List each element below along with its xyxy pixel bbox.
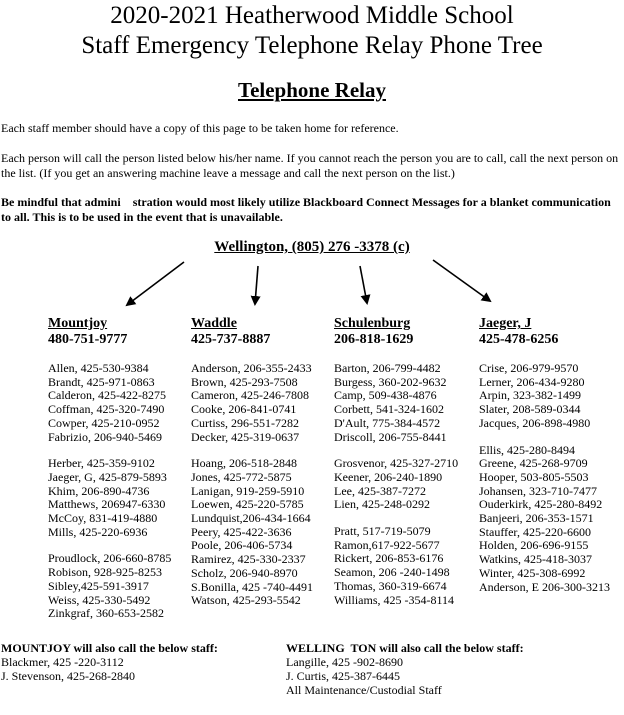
list-item: Cooke, 206-841-0741	[191, 402, 297, 417]
list-item: Calderon, 425-422-8275	[48, 388, 166, 403]
list-item: Scholz, 206-940-8970	[191, 565, 298, 580]
contact-group	[334, 362, 458, 444]
contact-group	[191, 362, 313, 444]
list-item: Barton, 206-799-4482	[334, 361, 441, 375]
list-item: Lerner, 206-434-9280	[479, 374, 585, 389]
section-heading-text: Telephone Relay	[238, 78, 386, 102]
column-schulenburg	[334, 316, 458, 620]
footer-wellington	[286, 641, 524, 697]
list-item: Allen, 425-530-9384	[48, 361, 149, 375]
page-title-line1: 2020-2021 Heatherwood Middle School	[110, 2, 514, 29]
list-item: Ramirez, 425-330-2337	[191, 552, 306, 567]
arrow-to-schulenburg	[360, 266, 367, 303]
intro-paragraph-3: Be mindful that admini stration would most likely utilize Blackboard Connect Messages for a blanket communication to all. This is to be used in the event that is unavailable.	[1, 195, 614, 224]
list-item: Crise, 206-979-9570	[479, 361, 579, 375]
list-item: Johansen, 323-710-7477	[479, 483, 597, 498]
list-item: Anderson, 206-355-2433	[191, 361, 312, 375]
list-item: Watson, 425-293-5542	[191, 593, 301, 608]
list-item: Holden, 206-696-9155	[479, 538, 589, 553]
intro-paragraph-2: Each person will call the person listed below his/her name. If you cannot reach the person you are to call, call the next person on the list. (If you get an answering machine leave a message and call the next person on the list.)	[1, 151, 619, 180]
footer-heading: WELLING TON will also call the below staff:	[286, 641, 524, 655]
column-phone: 425-478-6256	[479, 332, 559, 347]
list-item: Herber, 425-359-9102	[48, 456, 155, 471]
contact-group	[479, 444, 610, 595]
column-name: Jaeger, J	[479, 316, 532, 331]
list-item: Langille, 425 -902-8690	[286, 655, 403, 669]
list-item: Poole, 206-406-5734	[191, 538, 293, 553]
list-item: Ellis, 425-280-8494	[479, 442, 575, 457]
list-item: Proudlock, 206-660-8785	[48, 551, 172, 566]
top-caller-text: Wellington, (805) 276 -3378 (c)	[214, 239, 410, 255]
column-jaeger	[479, 316, 610, 607]
list-item: Lundquist,206-434-1664	[191, 511, 311, 526]
list-item: Seamon, 206 -240-1498	[334, 565, 450, 580]
column-name: Waddle	[191, 316, 237, 331]
arrow-to-waddle	[255, 266, 258, 304]
list-item: Hoang, 206-518-2848	[191, 456, 297, 471]
list-item: Watkins, 425-418-3037	[479, 552, 593, 567]
intro-paragraph-1: Each staff member should have a copy of this page to be taken home for reference.	[1, 121, 399, 135]
contact-group	[479, 362, 610, 431]
column-phone: 425-737-8887	[191, 332, 271, 347]
list-item: Peery, 425-422-3636	[191, 524, 292, 539]
column-mountjoy	[48, 316, 171, 634]
column-name: Mountjoy	[48, 316, 108, 331]
list-item: Curtiss, 296-551-7282	[191, 415, 299, 430]
column-name: Schulenburg	[334, 316, 411, 331]
list-item: Coffman, 425-320-7490	[48, 402, 165, 417]
list-item: Thomas, 360-319-6674	[334, 578, 447, 593]
column-phone: 206-818-1629	[334, 332, 414, 347]
list-item: J. Stevenson, 425-268-2840	[1, 669, 135, 683]
arrow-to-mountjoy	[127, 262, 184, 305]
list-item: Anderson, E 206-300-3213	[479, 579, 610, 594]
contact-group	[334, 457, 458, 512]
list-item: Fabrizio, 206-940-5469	[48, 429, 162, 444]
list-item: Arpin, 323-382-1499	[479, 388, 581, 403]
list-item: S.Bonilla, 425 -740-4491	[191, 579, 313, 594]
list-item: Camp, 509-438-4876	[334, 388, 437, 403]
list-item: Jacques, 206-898-4980	[479, 415, 591, 430]
list-item: Weiss, 425-330-5492	[48, 592, 151, 607]
list-item: Blackmer, 425 -220-3112	[1, 655, 124, 669]
list-item: Decker, 425-319-0637	[191, 429, 300, 444]
list-item: Brandt, 425-971-0863	[48, 374, 155, 389]
list-item: Cowper, 425-210-0952	[48, 415, 160, 430]
list-item: J. Curtis, 425-387-6445	[286, 669, 400, 683]
list-item: Lien, 425-248-0292	[334, 497, 430, 512]
list-item: Greene, 425-268-9709	[479, 456, 588, 471]
list-item: Grosvenor, 425-327-2710	[334, 456, 459, 471]
list-item: Banjeeri, 206-353-1571	[479, 511, 594, 526]
list-item: Robison, 928-925-8253	[48, 565, 162, 580]
list-item: Lanigan, 919-259-5910	[191, 483, 305, 498]
list-item: Ramon,617-922-5677	[334, 537, 440, 552]
page-title-line2: Staff Emergency Telephone Relay Phone Tree	[81, 32, 543, 59]
contact-group	[191, 457, 313, 608]
list-item: McCoy, 831-419-4880	[48, 511, 158, 526]
list-item: Zinkgraf, 360-653-2582	[48, 606, 164, 621]
list-item: Corbett, 541-324-1602	[334, 402, 444, 417]
footer-heading: MOUNTJOY will also call the below staff:	[1, 641, 218, 655]
footer-mountjoy	[1, 641, 218, 683]
list-item: Mills, 425-220-6936	[48, 524, 148, 539]
column-waddle	[191, 316, 313, 621]
list-item: Sibley,425-591-3917	[48, 578, 149, 593]
list-item: Rickert, 206-853-6176	[334, 551, 444, 566]
list-item: Cameron, 425-246-7808	[191, 388, 309, 403]
list-item: Matthews, 206947-6330	[48, 497, 166, 512]
list-item: Williams, 425 -354-8114	[334, 592, 455, 607]
list-item: All Maintenance/Custodial Staff	[286, 683, 442, 697]
list-item: Stauffer, 425-220-6600	[479, 524, 591, 539]
list-item: Hooper, 503-805-5503	[479, 469, 589, 484]
contact-group	[48, 552, 171, 621]
contact-group	[48, 457, 171, 539]
list-item: Burgess, 360-202-9632	[334, 374, 447, 389]
list-item: Driscoll, 206-755-8441	[334, 429, 447, 444]
list-item: Ouderkirk, 425-280-8492	[479, 497, 603, 512]
list-item: Keener, 206-240-1890	[334, 469, 443, 484]
list-item: Loewen, 425-220-5785	[191, 497, 304, 512]
list-item: Slater, 208-589-0344	[479, 402, 581, 417]
list-item: Khim, 206-890-4736	[48, 483, 150, 498]
contact-group	[48, 362, 171, 444]
arrow-to-jaeger	[433, 260, 490, 301]
list-item: Brown, 425-293-7508	[191, 374, 298, 389]
list-item: Pratt, 517-719-5079	[334, 524, 431, 539]
contact-group	[334, 525, 458, 607]
column-phone: 480-751-9777	[48, 332, 128, 347]
list-item: D'Ault, 775-384-4572	[334, 415, 441, 430]
list-item: Jones, 425-772-5875	[191, 469, 292, 484]
list-item: Lee, 425-387-7272	[334, 483, 426, 498]
list-item: Winter, 425-308-6992	[479, 565, 586, 580]
list-item: Jaeger, G, 425-879-5893	[48, 469, 167, 484]
